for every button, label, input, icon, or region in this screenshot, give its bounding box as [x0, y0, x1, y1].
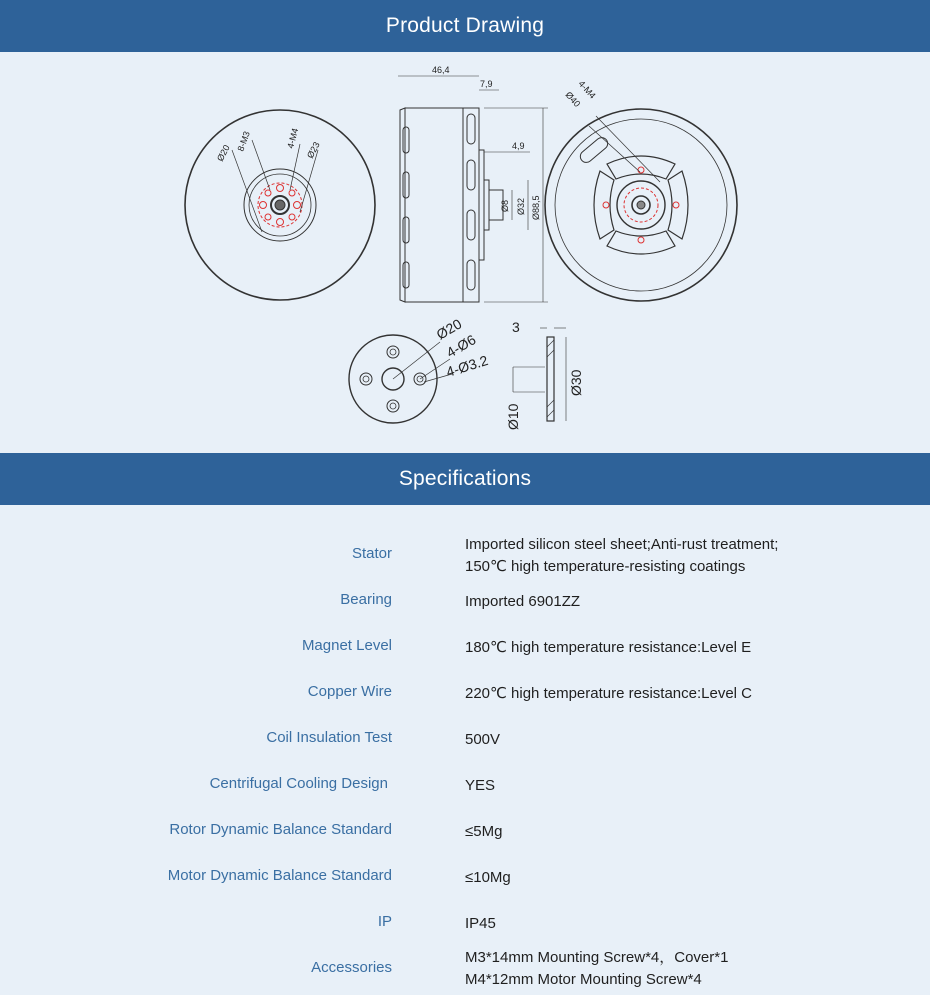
drawing-svg — [0, 52, 930, 453]
spec-value: 500V — [465, 731, 501, 748]
spec-value-line: 150℃ high temperature-resisting coatings — [465, 558, 746, 575]
spec-value-line: Imported silicon steel sheet;Anti-rust treatment; — [465, 536, 779, 553]
spec-label: Coil Insulation Test — [266, 729, 392, 746]
side-view — [398, 76, 548, 302]
spec-label: Accessories — [311, 959, 392, 976]
side-dim-d88: Ø88,5 — [531, 195, 541, 220]
spec-label: Magnet Level — [301, 637, 392, 654]
specifications-header — [0, 453, 930, 505]
front-dim-8m3: 8-M3 — [235, 129, 252, 153]
side-dim-rotor: 7,9 — [480, 79, 493, 89]
spec-value: ≤10Mg — [465, 869, 511, 886]
back-dim-d40: Ø40 — [563, 89, 583, 109]
front-dim-4m4: 4-M4 — [285, 127, 301, 150]
spec-value: YES — [465, 777, 496, 794]
mount-dim-4d6: 4-Ø6 — [443, 331, 479, 361]
spec-label: Copper Wire — [307, 683, 392, 700]
side-dim-shaft-len: 4,9 — [512, 141, 525, 151]
front-dim-d20: Ø20 — [214, 143, 232, 163]
mount-plate-view — [349, 335, 452, 423]
shaft-dim-d30: Ø30 — [568, 369, 584, 396]
product-drawing-header — [0, 0, 930, 52]
spec-value-line: M3*14mm Mounting Screw*4，Cover*1 — [465, 949, 729, 966]
mount-dim-4d32: 4-Ø3.2 — [444, 352, 490, 380]
side-dim-d32: Ø32 — [516, 197, 526, 215]
product-drawing-title: Product Drawing — [385, 14, 545, 37]
side-dim-width: 46,4 — [432, 65, 450, 75]
front-view — [185, 110, 375, 300]
spec-value: Imported 6901ZZ — [465, 593, 581, 610]
spec-value — [465, 534, 778, 578]
spec-value-line: M4*12mm Motor Mounting Screw*4 — [465, 971, 702, 988]
back-view — [545, 109, 737, 301]
spec-value: 180℃ high temperature resistance:Level E — [465, 639, 752, 656]
back-dim-4m4: 4-M4 — [576, 78, 598, 101]
spec-label: Stator — [351, 545, 392, 562]
shaft-dim-d10: Ø10 — [505, 403, 521, 430]
shaft-dim-thickness: 3 — [512, 319, 520, 335]
side-dim-d8: Ø8 — [500, 199, 510, 212]
spec-label: IP — [377, 913, 392, 930]
specifications-title: Specifications — [398, 467, 532, 490]
spec-value — [465, 947, 728, 991]
spec-label: Rotor Dynamic Balance Standard — [169, 821, 392, 838]
spec-value: IP45 — [465, 915, 496, 932]
spec-value: ≤5Mg — [465, 823, 503, 840]
spec-value: 220℃ high temperature resistance:Level C — [465, 685, 752, 702]
spec-label: Motor Dynamic Balance Standard — [167, 867, 392, 884]
mount-dim-d20: Ø20 — [433, 315, 465, 343]
front-dim-d23: Ø23 — [304, 140, 322, 160]
spec-label: Bearing — [340, 591, 392, 608]
product-drawing — [0, 52, 930, 453]
specifications-table — [0, 505, 930, 995]
spec-label: Centrifugal Cooling Design — [209, 775, 388, 792]
